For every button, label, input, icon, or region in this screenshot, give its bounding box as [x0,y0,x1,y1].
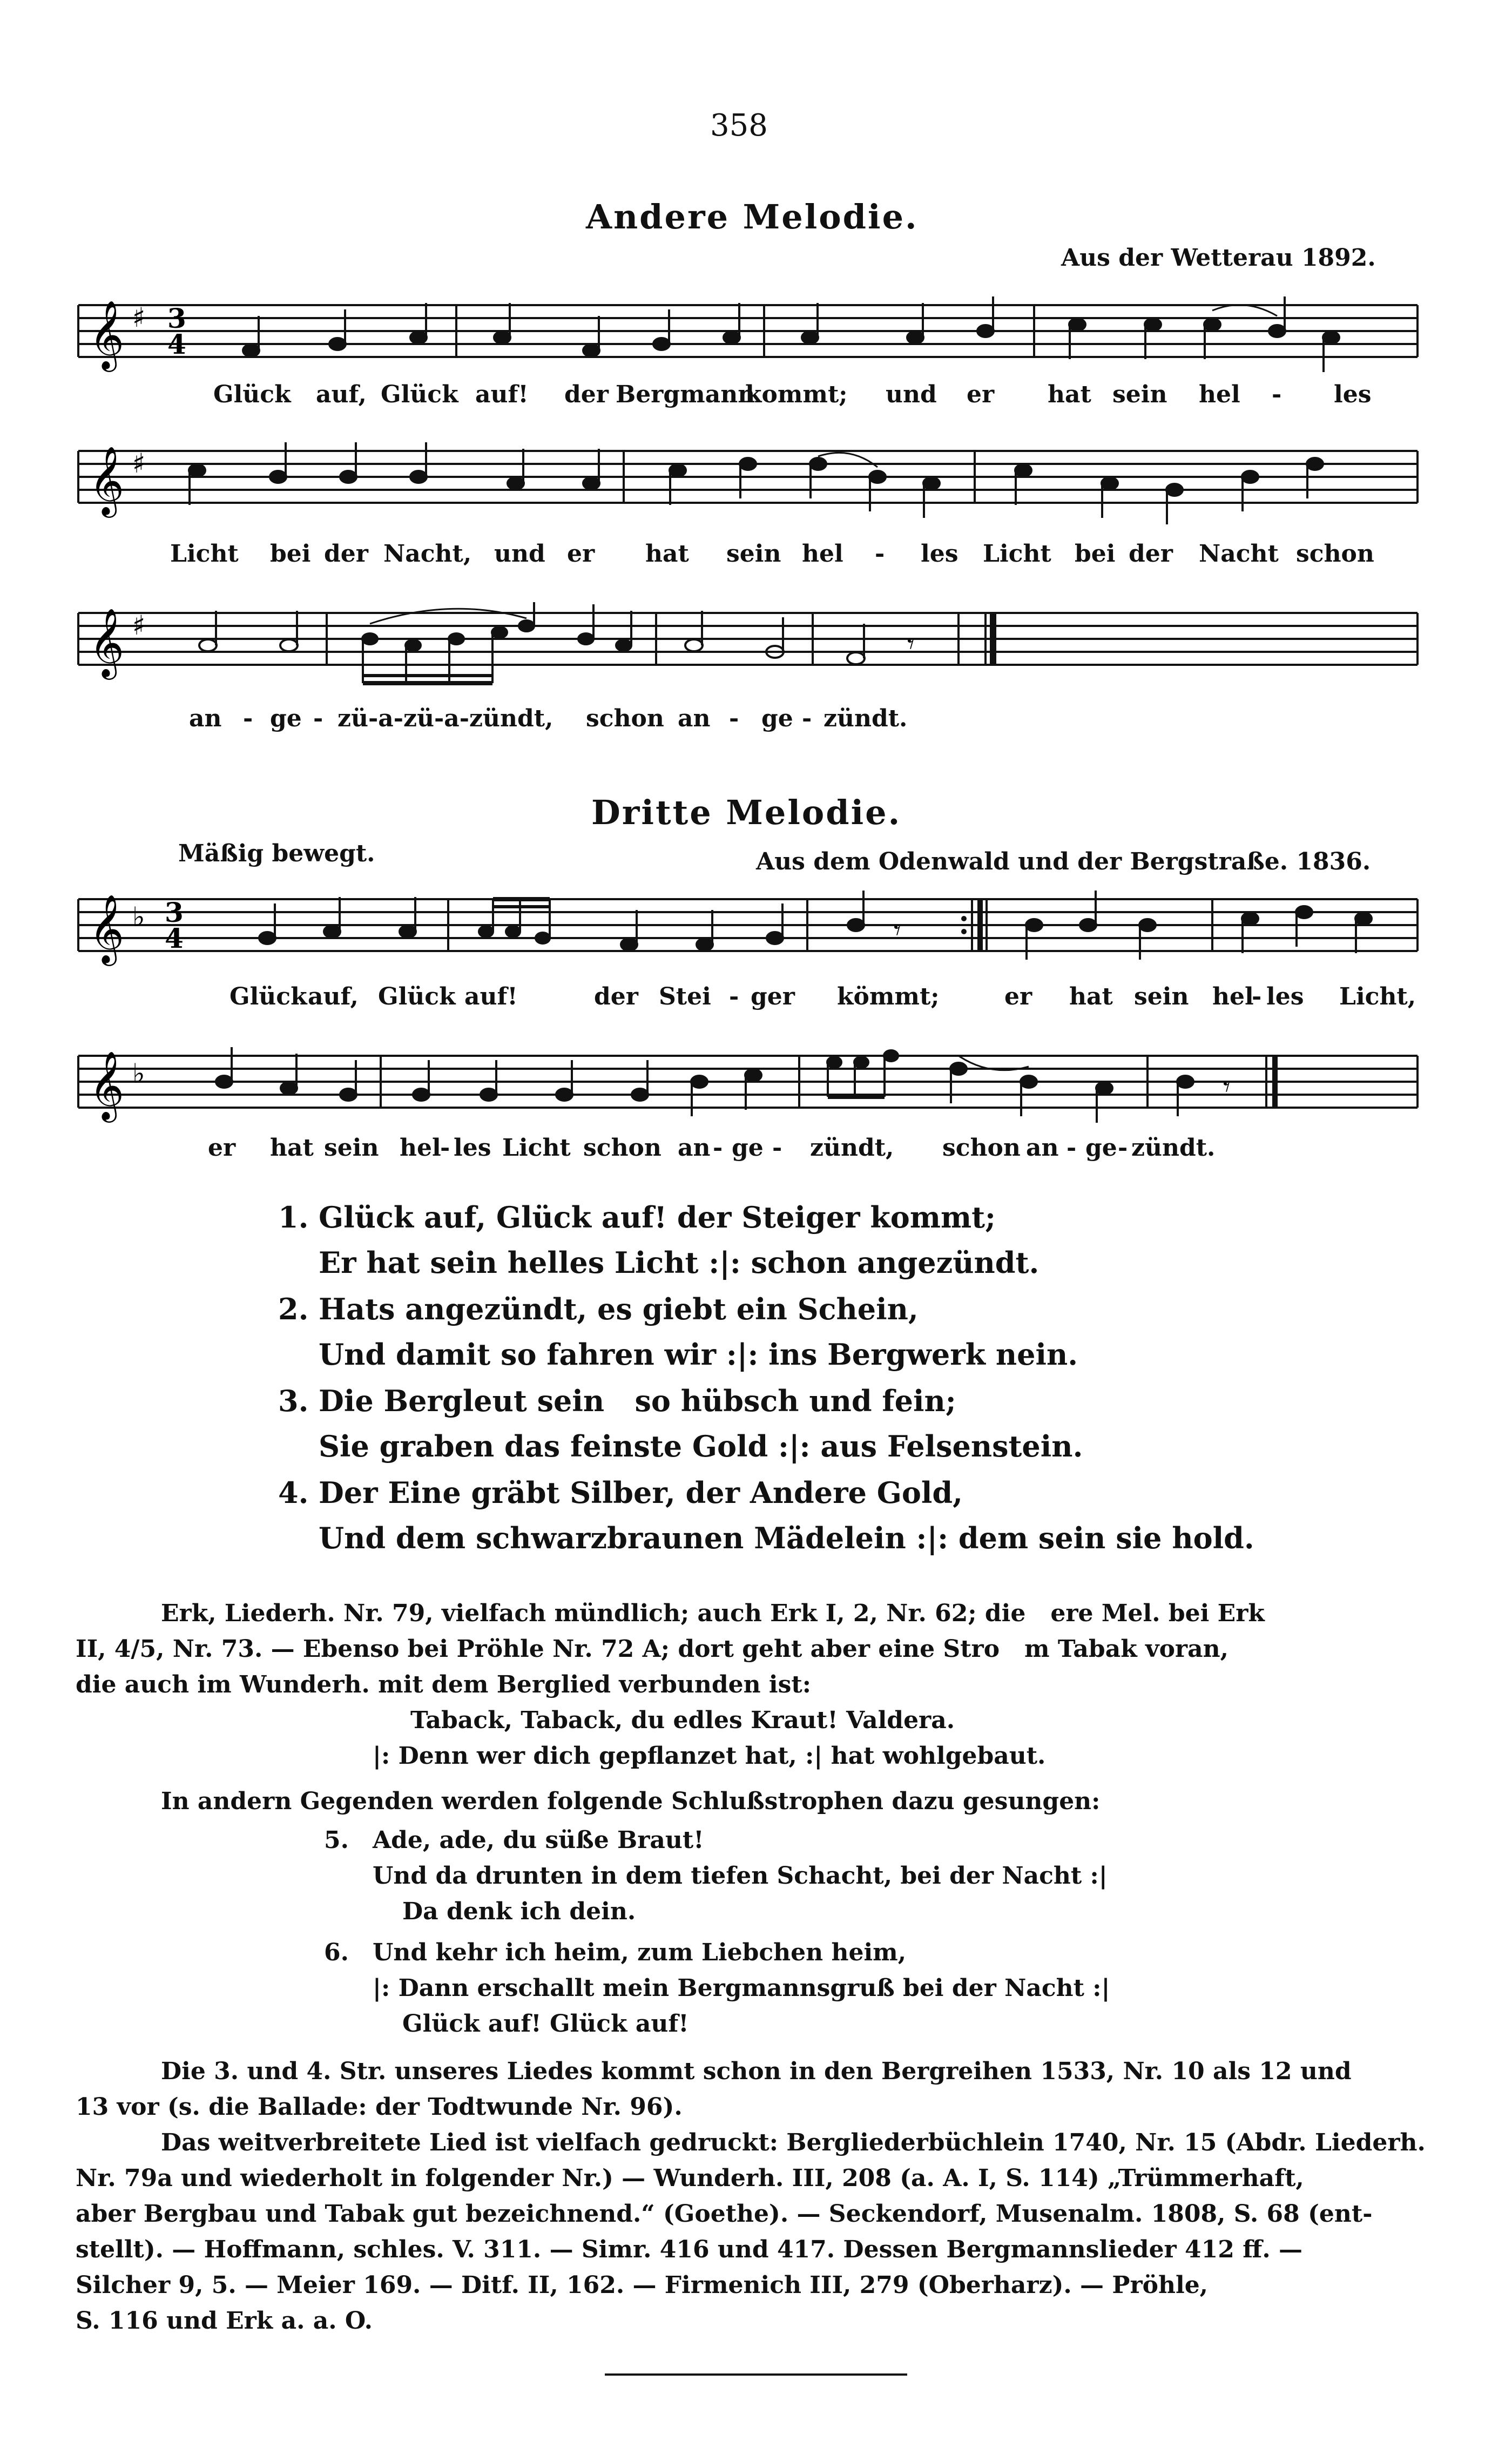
lyric-syllable: an [189,705,222,732]
verse-number: 1. [278,1200,309,1235]
lyric-syllable: ge [732,1134,764,1162]
lyric-syllable: Glück [213,381,291,408]
svg-text:4: 4 [167,328,186,360]
lyric-syllable: hat [1069,983,1113,1010]
lyric-syllable: hel [1199,381,1240,408]
lyric-syllable: sein [1134,983,1189,1010]
lyric-syllable: der [324,540,368,568]
lyric-syllable: schon [583,1134,662,1162]
verse-number: 3. [278,1384,309,1418]
svg-text:♭: ♭ [132,1058,145,1089]
verse-line: Glück auf! Glück auf! [402,2010,689,2038]
lyric-syllable: er [967,381,995,408]
verse-number: 2. [278,1292,309,1326]
verse-line: Da denk ich dein. [402,1898,636,1925]
lyric-syllable: der [564,381,609,408]
quote-line: |: Denn wer dich gepflanzet hat, :| hat wohlgebaut. [373,1742,1046,1770]
lyric-syllable: Glück [230,983,307,1010]
note-line: II, 4/5, Nr. 73. — Ebenso bei Pröhle Nr. 72 A; dort geht aber eine Stro m Tabak voran, [76,1635,1228,1663]
note-line: Die 3. und 4. Str. unseres Liedes kommt schon in den Bergreihen 1533, Nr. 10 als 12 und [161,2058,1352,2085]
svg-text:4: 4 [165,922,184,954]
verse-line: Und da drunten in dem tiefen Schacht, bei der Nacht :| [373,1862,1108,1890]
melody-source: Aus der Wetterau 1892. [1061,244,1376,272]
lyric-syllable: - [243,705,253,732]
lyric-syllable: Licht [170,540,239,568]
lyric-syllable: der [1129,540,1173,568]
lyric-syllable: bei [1075,540,1116,568]
svg-text:♯: ♯ [132,448,146,479]
svg-text:𝄾: 𝄾 [894,915,901,946]
lyric-syllable: hel [802,540,843,568]
svg-text:𝄞: 𝄞 [89,608,125,677]
lyric-syllable: Glück [378,983,456,1010]
svg-text:𝄾: 𝄾 [1223,1071,1231,1103]
melody-source: Aus dem Odenwald und der Bergstraße. 1836. [756,848,1371,875]
lyric-syllable: Nacht, [383,540,472,568]
music-staff-4 [73,888,1423,980]
lyric-syllable: er [208,1134,236,1162]
verse-line: Der Eine gräbt Silber, der Andere Gold, [319,1475,963,1510]
lyric-syllable: - [713,1134,723,1162]
section-heading-andere-melodie: Andere Melodie. [586,197,919,237]
lyric-syllable: les [921,540,959,568]
verse-line: Er hat sein helles Licht :|: schon angezündt. [319,1245,1040,1280]
lyric-syllable: Nacht [1199,540,1279,568]
svg-text:𝄞: 𝄞 [89,300,125,369]
lyric-syllable: auf, [308,983,359,1010]
lyric-syllable: zündt. [1131,1134,1216,1162]
music-staff-1 [73,294,1423,386]
lyric-syllable: - [729,983,739,1010]
lyric-syllable: - [875,540,885,568]
verse-line: Die Bergleut sein so hübsch und fein; [319,1384,956,1418]
lyric-syllable: - [729,705,739,732]
lyric-syllable: ge [761,705,793,732]
lyric-syllable: Licht, [1339,983,1416,1010]
lyric-syllable: ge [270,705,302,732]
lyric-syllable: und [886,381,937,408]
svg-text:𝄾: 𝄾 [907,629,915,660]
lyric-syllable: - [440,1134,450,1162]
lyric-syllable: - [313,705,323,732]
verse-line: Und damit so fahren wir :|: ins Bergwerk nein. [319,1337,1078,1372]
lyric-syllable: Glück [381,381,458,408]
intro-text: In andern Gegenden werden folgende Schlußstrophen dazu gesungen: [161,1788,1101,1815]
verse-line: Hats angezündt, es giebt ein Schein, [319,1292,919,1326]
lyric-syllable: schon [1296,540,1374,568]
verse-line: |: Dann erschallt mein Bergmannsgruß bei der Nacht :| [373,1974,1110,2002]
lyric-syllable: an [678,705,711,732]
lyric-syllable: hat [270,1134,314,1162]
svg-text:𝄞: 𝄞 [89,446,125,515]
lyric-syllable: Licht [983,540,1051,568]
lyric-syllable: und [494,540,545,568]
note-line: die auch im Wunderh. mit dem Berglied verbunden ist: [76,1671,811,1698]
lyric-syllable: hel [400,1134,441,1162]
lyric-syllable: - [1272,381,1282,408]
lyric-syllable: - [772,1134,782,1162]
lyric-syllable: Bergmann [616,381,755,408]
lyric-syllable: auf! [475,381,529,408]
quote-line: Taback, Taback, du edles Kraut! Valdera. [410,1707,955,1734]
note-line: stellt). — Hoffmann, schles. V. 311. — Simr. 416 und 417. Dessen Bergmannslieder 412 ff. — [76,2236,1302,2263]
lyric-syllable: sein [324,1134,379,1162]
lyric-syllable: er [567,540,595,568]
verse-line: Und kehr ich heim, zum Liebchen heim, [373,1939,907,1966]
note-line: 13 vor (s. die Ballade: der Todtwunde Nr. 96). [76,2093,683,2121]
svg-text:𝄞: 𝄞 [89,894,125,963]
lyric-syllable: - [1252,983,1262,1010]
lyric-syllable: bei [270,540,311,568]
lyric-syllable: ger [751,983,795,1010]
music-staff-5 [73,1045,1423,1137]
verse-line: Sie graben das feinste Gold :|: aus Felsenstein. [319,1429,1083,1464]
lyric-syllable: der [594,983,638,1010]
svg-text:♯: ♯ [132,610,146,641]
verse-line: Glück auf, Glück auf! der Steiger kommt; [319,1200,996,1235]
end-rule-divider [605,2373,907,2376]
tempo-marking: Mäßig bewegt. [178,840,375,867]
lyric-syllable: er [1004,983,1032,1010]
lyric-syllable: an [678,1134,711,1162]
music-staff-3 [73,602,1423,710]
lyric-syllable: schon [942,1134,1021,1162]
lyric-syllable: sein [1112,381,1167,408]
lyric-syllable: auf, [316,381,367,408]
verse-number: 4. [278,1475,309,1510]
music-staff-2 [73,440,1423,532]
verse-line: Ade, ade, du süße Braut! [373,1826,704,1854]
lyric-syllable: les [454,1134,491,1162]
lyric-syllable: les [1266,983,1304,1010]
lyric-syllable: kommt; [745,381,848,408]
lyric-syllable: auf! [464,983,518,1010]
lyric-syllable: - [1066,1134,1077,1162]
lyric-syllable: ge [1085,1134,1117,1162]
lyric-syllable: - [802,705,812,732]
section-heading-dritte-melodie: Dritte Melodie. [591,793,902,832]
verse-line: Und dem schwarzbraunen Mädelein :|: dem sein sie hold. [319,1521,1254,1555]
lyric-syllable: hel [1212,983,1254,1010]
svg-text:3: 3 [167,302,186,334]
note-line: Das weitverbreitete Lied ist vielfach gedruckt: Bergliederbüchlein 1740, Nr. 15 (Abdr. Liederh. [161,2129,1426,2156]
note-line: S. 116 und Erk a. a. O. [76,2307,373,2335]
lyric-syllable: Licht [502,1134,571,1162]
verse-number: 6. [324,1939,349,1966]
lyric-syllable: sein [726,540,781,568]
note-line: Silcher 9, 5. — Meier 169. — Ditf. II, 162. — Firmenich III, 279 (Oberharz). — Pröhle, [76,2271,1209,2299]
svg-text:𝄞: 𝄞 [89,1050,125,1120]
svg-text:3: 3 [165,896,184,928]
lyric-syllable: - [1118,1134,1128,1162]
lyric-syllable: hat [645,540,689,568]
note-line: aber Bergbau und Tabak gut bezeichnend.“ (Goethe). — Seckendorf, Musenalm. 1808, S. 68 (ent- [76,2200,1373,2228]
lyric-syllable: les [1334,381,1372,408]
lyric-syllable: schon [586,705,664,732]
svg-text:♯: ♯ [132,302,146,333]
svg-text:♭: ♭ [132,901,145,933]
note-line: Erk, Liederh. Nr. 79, vielfach mündlich; auch Erk I, 2, Nr. 62; die ere Mel. bei Erk [161,1600,1265,1627]
lyric-syllable: zündt, [810,1134,894,1162]
note-line: Nr. 79a und wiederholt in folgender Nr.) — Wunderh. III, 208 (a. A. I, S. 114) „Trümmerhaft, [76,2164,1304,2192]
verse-number: 5. [324,1826,349,1854]
lyric-syllable: kömmt; [837,983,940,1010]
page-number: 358 [710,108,768,143]
lyric-syllable: zündt. [824,705,908,732]
lyric-syllable: hat [1048,381,1091,408]
lyric-syllable: Stei [659,983,711,1010]
lyric-syllable: an [1026,1134,1059,1162]
lyric-syllable: zü-a-zü-a-zündt, [338,705,554,732]
